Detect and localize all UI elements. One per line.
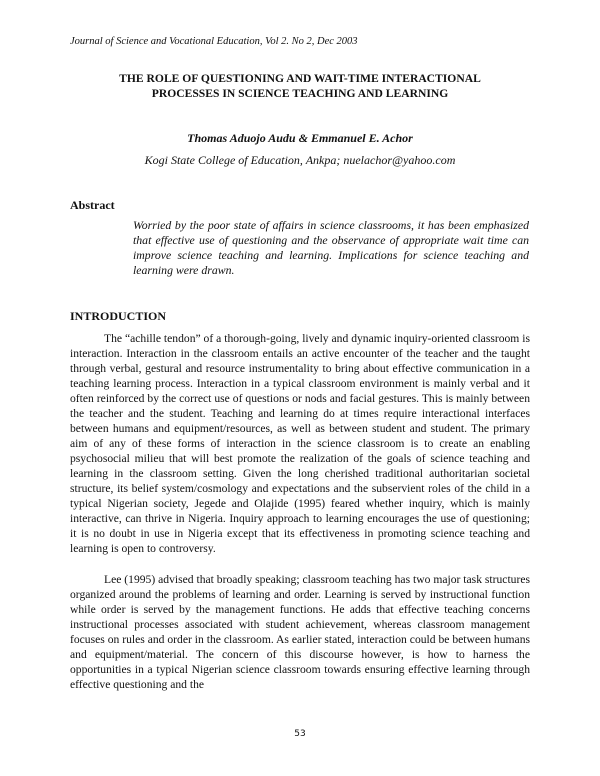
author-affiliation: Kogi State College of Education, Ankpa; nuelachor@yahoo.com xyxy=(144,153,456,167)
article-title-line-2: PROCESSES IN SCIENCE TEACHING AND LEARNING xyxy=(151,87,449,100)
abstract-heading: Abstract xyxy=(70,198,115,212)
introduction-heading: INTRODUCTION xyxy=(70,309,167,323)
abstract-text: Worried by the poor state of affairs in science classrooms, it has been emphasized that effective use of questioning and the observance of appropriate wait time can improve science teaching and learning. Implications for science teaching and learning were drawn. xyxy=(133,218,529,277)
article-title-line-1: THE ROLE OF QUESTIONING AND WAIT-TIME INTERACTIONAL xyxy=(119,72,481,85)
introduction-paragraph-2: Lee (1995) advised that broadly speaking; classroom teaching has two major task structures organized around the problems of learning and order. Learning is served by instructional function while order is served by the management functions. He adds that effective teaching concerns instructional processes associated with student achievement, whereas classroom management focuses on rules and order in the classroom. As earlier stated, interaction could be between humans and equipment/material. The concern of this discourse however, is how to harness the opportunities in a typical Nigerian science classroom towards ensuring effective learning through effective questioning and the xyxy=(70,573,530,691)
author-names: Thomas Aduojo Audu & Emmanuel E. Achor xyxy=(187,131,413,145)
page-number: 53 xyxy=(294,729,306,739)
introduction-paragraph-1: The “achille tendon” of a thorough-going, lively and dynamic inquiry-oriented classroom is interaction. Interaction in the classroom entails an active encounter of the teacher and the taught through verbal, gestural and resource instrumentality to bring about effective communication in a teaching learning process. Interaction in a typical classroom environment is mainly verbal and it often reinforced by the correct use of questions or nods and facial gestures. This is mainly between the teacher and the student. Teaching and learning do at times require interactional interfaces between humans and equipment/resources, as well as between student and student. The primary aim of any of these forms of interaction in the science classroom is to create an enabling psychosocial milieu that will best promote the realization of the goals of science teaching and learning in the classroom setting. Given the long cherished traditional authoritarian societal structure, its belief system/cosmology and expectations and the subservient roles of the child in a typical Nigerian society, Jegede and Olajide (1995) feared whether inquiry, which is mainly interactive, can thrive in Nigeria. Inquiry approach to learning encourages the use of questioning; it is no doubt in use in Nigeria except that its effectiveness in promoting science teaching and learning is open to controversy. xyxy=(70,332,530,555)
running-header: Journal of Science and Vocational Education, Vol 2. No 2, Dec 2003 xyxy=(70,36,358,47)
article-title xyxy=(70,71,530,101)
